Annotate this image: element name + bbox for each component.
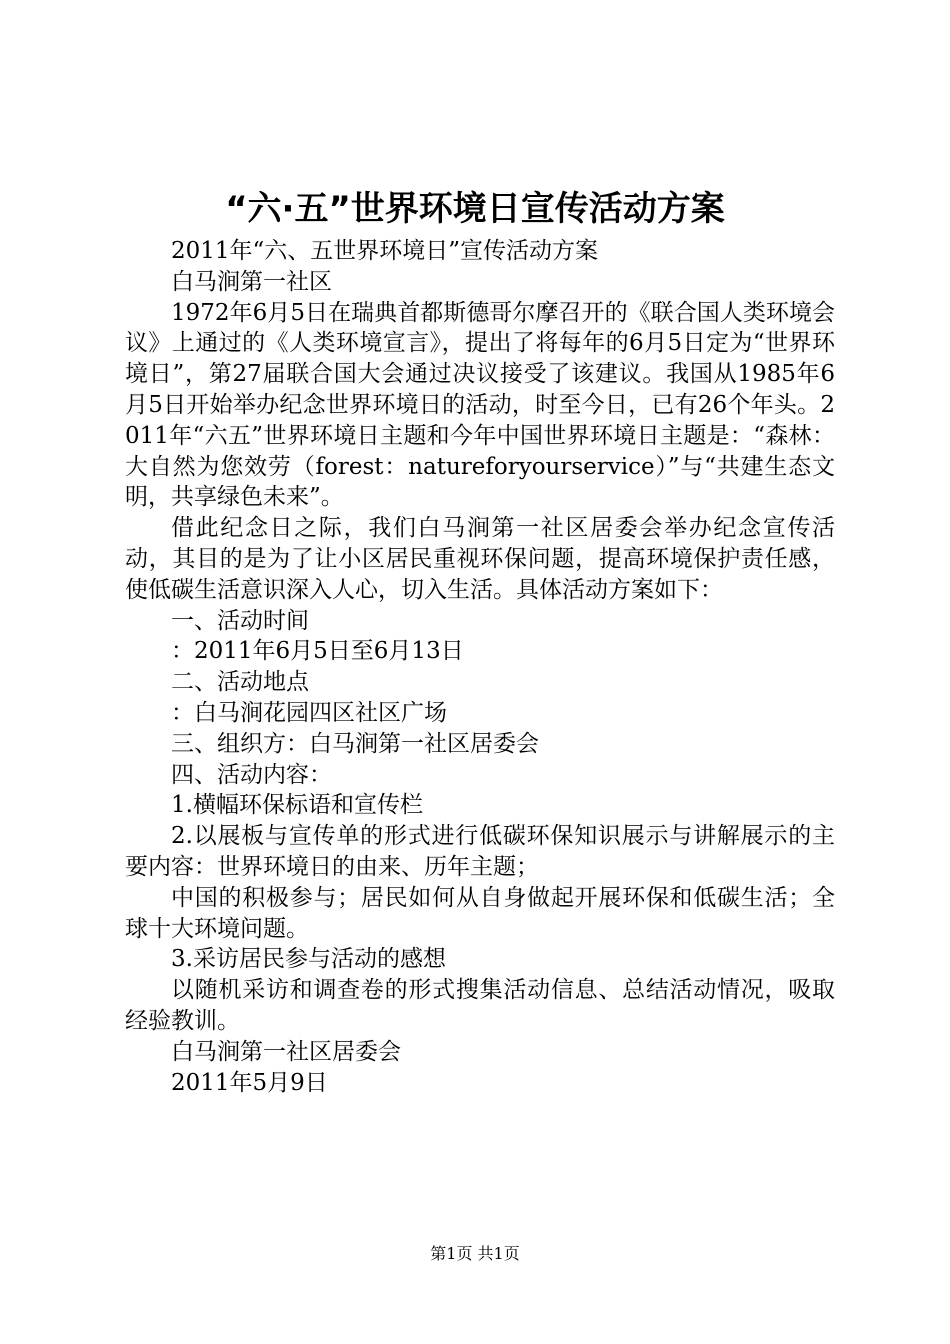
page-footer: 第1页 共1页: [430, 1244, 520, 1263]
content-item-3: 3.采访居民参与活动的感想: [171, 946, 446, 973]
purpose-paragraph: 借此纪念日之际，我们白马涧第一社区居委会举办纪念宣传活动，其目的是为了让小区居民重视环保问题，提高环境保护责任感，使低碳生活意识深入人心，切入生活。具体活动方案如下：: [125, 515, 835, 603]
section-heading-content: 四、活动内容：: [171, 761, 332, 788]
content-item-3-detail: 以随机采访和调查卷的形式搜集活动信息、总结活动情况，吸取经验教训。: [125, 977, 835, 1034]
subtitle-line: 2011年“六、五世界环境日”宣传活动方案: [171, 238, 599, 264]
document-body: [125, 236, 835, 1098]
location-value: ：白马涧花园四区社区广场: [171, 699, 447, 726]
section-heading-organizer: 三、组织方：白马涧第一社区居委会: [171, 730, 539, 757]
organizer-line: 白马涧第一社区: [171, 268, 332, 295]
content-item-2: 2.以展板与宣传单的形式进行低碳环保知识展示与讲解展示的主要内容：世界环境日的由来、历年主题；: [125, 823, 835, 880]
time-value: ：2011年6月5日至6月13日: [171, 638, 464, 665]
document-title: “六·五”世界环境日宣传活动方案: [225, 189, 725, 229]
background-paragraph: 1972年6月5日在瑞典首都斯德哥尔摩召开的《联合国人类环境会议》上通过的《人类环境宣言》，提出了将每年的6月5日定为“世界环境日”，第27届联合国大会通过决议接受了该建议。我国从1985年6月5日开始举办纪念世界环境日的活动，时至今日，已有26个年头。2011年“六五”世界环境日主题和今年中国世界环境日主题是：“森林：大自然为您效劳（forest：natureforyourservice）”与“共建生态文明，共享绿色未来”。: [125, 299, 835, 511]
section-heading-time: 一、活动时间: [171, 607, 309, 634]
signature-organization: 白马涧第一社区居委会: [171, 1038, 401, 1065]
section-heading-location: 二、活动地点: [171, 669, 309, 696]
signature-date: 2011年5月9日: [171, 1069, 328, 1096]
content-item-2-continued: 中国的积极参与；居民如何从自身做起开展环保和低碳生活；全球十大环境问题。: [125, 884, 835, 942]
content-item-1: 1.横幅环保标语和宣传栏: [171, 792, 423, 819]
